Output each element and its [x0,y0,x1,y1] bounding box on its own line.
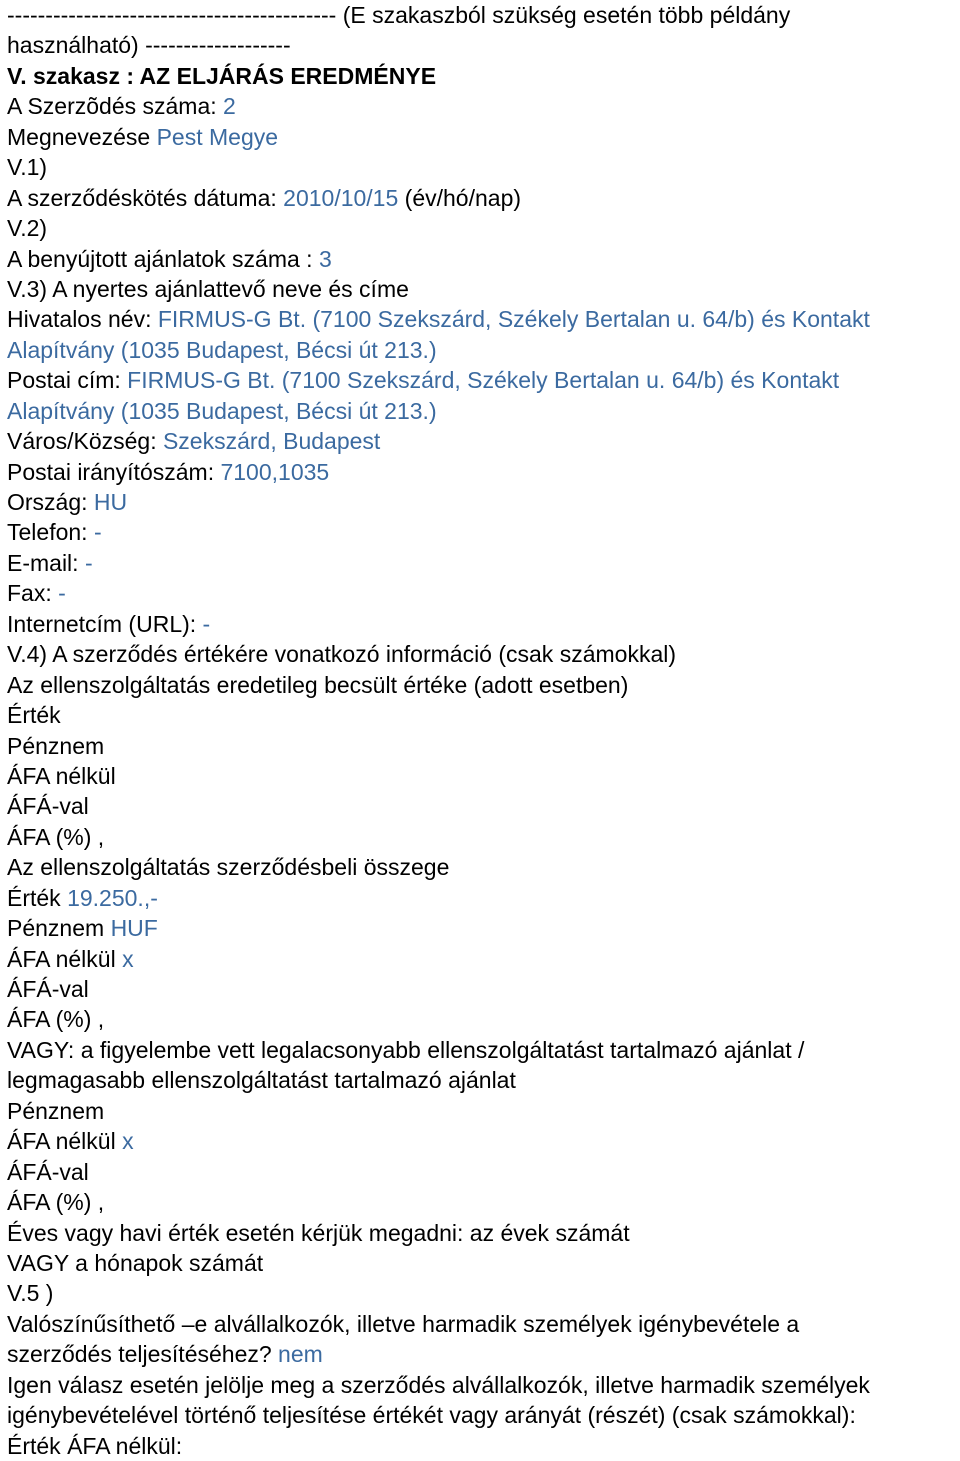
field-label: ÁFA nélkül [7,945,123,972]
text-line [7,152,960,182]
text-line [7,0,960,30]
field-label: ÁFA (%) , [7,1006,105,1033]
field-label: ------------------------------------------- (E szakaszból szükség esetén több példány [7,2,791,28]
text-line [7,213,960,243]
field-label: V.5 ) [7,1280,54,1307]
text-line [7,1004,960,1034]
text-line [7,1278,960,1308]
field-value: FIRMUS-G Bt. (7100 Szekszárd, Székely Bertalan u. 64/b) és Kontakt [157,306,870,333]
text-line [7,1035,960,1065]
section-heading: V. szakasz : AZ ELJÁRÁS EREDMÉNYE [7,62,437,89]
text-line [7,731,960,761]
text-line [7,487,960,517]
text-line [7,791,960,821]
field-label: Az ellenszolgáltatás eredetileg becsült értéke (adott esetben) [7,671,629,698]
field-label: Pénznem [7,915,111,942]
text-line [7,639,960,669]
field-value: - [202,610,211,637]
field-label: igénybevételével történő teljesítése értékét vagy arányát (részét) (csak számokkal): [7,1402,856,1429]
field-value: - [58,580,66,607]
field-value: 7100,1035 [220,458,330,485]
field-label: E-mail: [7,549,85,576]
text-line [7,335,960,365]
field-value: nem [278,1341,323,1368]
field-value: x [122,1128,134,1155]
field-label: Ország: [7,489,94,515]
text-line [7,761,960,791]
text-line [7,30,960,60]
field-value: x [122,945,134,972]
text-line [7,1157,960,1187]
text-line [7,944,960,974]
field-label: ÁFA nélkül [7,762,116,789]
field-label: Postai cím: [7,367,128,394]
text-line [7,61,960,91]
text-line [7,1400,960,1430]
text-line [7,365,960,395]
field-label: Pénznem [7,732,105,759]
field-label: ÁFÁ-val [7,1158,89,1185]
field-label: Hivatalos név: [7,306,158,333]
field-label: Megnevezése [7,123,157,150]
text-line [7,1187,960,1217]
field-value: Alapítvány (1035 Budapest, Bécsi út 213.) [7,336,437,363]
field-label: V.4) A szerződés értékére vonatkozó információ (csak számokkal) [7,641,676,668]
field-label: ÁFÁ-val [7,976,89,1002]
text-line [7,244,960,274]
text-line [7,517,960,547]
field-label: ÁFA (%) , [7,1189,105,1216]
text-line [7,670,960,700]
text-line [7,304,960,334]
text-line [7,700,960,730]
text-line [7,1218,960,1248]
field-label: Fax: [7,580,59,607]
field-value: HU [93,489,128,515]
field-label: (év/hó/nap) [398,184,522,211]
field-label: Valószínűsíthető –e alvállalkozók, illetve harmadik személyek igénybevétele a [7,1310,800,1337]
field-label: Város/Község: [7,428,163,455]
field-label: Internetcím (URL): [7,610,203,637]
field-label: ÁFA (%) , [7,823,105,850]
text-line [7,578,960,608]
field-label: Telefon: [7,519,94,546]
text-line [7,1339,960,1369]
field-label: használható) ------------------- [7,32,291,59]
field-label: Igen válasz esetén jelölje meg a szerződés alvállalkozók, illetve harmadik személyek [7,1371,870,1398]
text-line [7,1309,960,1339]
text-line [7,122,960,152]
field-label: Érték [7,884,68,911]
field-label: Pénznem [7,1097,105,1124]
text-line [7,183,960,213]
field-label: Éves vagy havi érték esetén kérjük megadni: az évek számát [7,1219,630,1246]
field-value: 19.250.,- [67,884,158,911]
field-label: V.2) [7,215,48,242]
field-value: 3 [318,245,332,272]
text-line [7,548,960,578]
text-line [7,883,960,913]
field-label: Postai irányítószám: [7,458,221,485]
field-label: Az ellenszolgáltatás szerződésbeli összege [7,854,450,881]
field-label: A szerződéskötés dátuma: [7,184,284,211]
field-label: ÁFA nélkül [7,1128,123,1155]
field-label: VAGY a hónapok számát [7,1249,264,1276]
text-line [7,91,960,121]
field-value: Alapítvány (1035 Budapest, Bécsi út 213.) [7,397,437,424]
field-label: A Szerzõdés száma: [7,93,224,120]
field-value: 2 [223,93,236,120]
field-value: Szekszárd, Budapest [162,428,381,455]
field-label: ÁFÁ-val [7,793,89,820]
text-line [7,1248,960,1278]
field-value: HUF [110,915,158,942]
field-label: V.3) A nyertes ajánlattevő neve és címe [7,275,409,302]
text-line [7,974,960,1004]
field-label: VAGY: a figyelembe vett legalacsonyabb ellenszolgáltatást tartalmazó ajánlat / [7,1036,805,1063]
text-line [7,1370,960,1400]
text-line [7,822,960,852]
field-label: Érték ÁFA nélkül: [7,1432,183,1459]
text-line [7,1126,960,1156]
field-label: szerződés teljesítéséhez? [7,1341,279,1368]
field-label: V.1) [7,154,48,181]
field-value: 2010/10/15 [283,184,399,211]
field-value: FIRMUS-G Bt. (7100 Szekszárd, Székely Bertalan u. 64/b) és Kontakt [127,367,840,394]
text-line [7,852,960,882]
text-line [7,274,960,304]
field-value: - [84,549,93,576]
field-value: - [93,519,102,546]
text-line [7,1065,960,1095]
text-line [7,426,960,456]
field-label: legmagasabb ellenszolgáltatást tartalmazó ajánlat [7,1067,516,1094]
text-line [7,609,960,639]
text-line [7,457,960,487]
text-line [7,396,960,426]
field-label: A benyújtott ajánlatok száma : [7,245,319,272]
field-value: Pest Megye [156,123,279,150]
text-line [7,1096,960,1126]
text-line [7,1431,960,1461]
text-line [7,913,960,943]
field-label: Érték [7,702,61,729]
